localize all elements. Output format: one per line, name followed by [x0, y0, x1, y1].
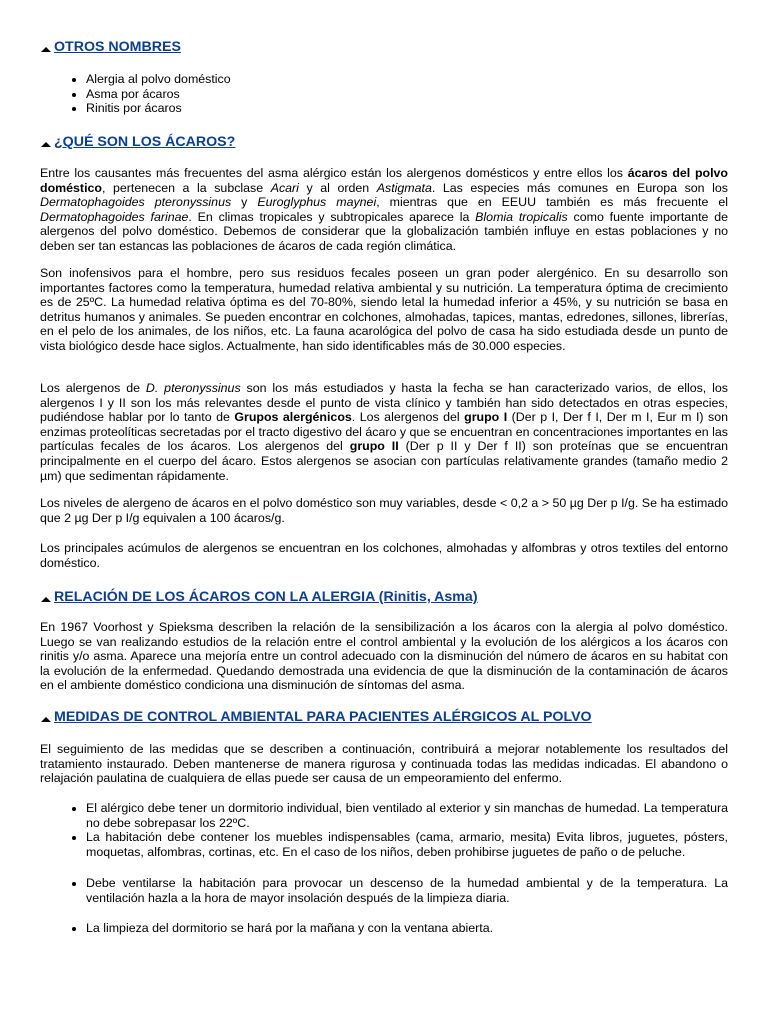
- paragraph-que-son-4: Los niveles de alergeno de ácaros en el polvo doméstico son muy variables, desde < 0,2 a > 50 µg Der p I/g. Se ha estimado que 2 µg Der p I/g equivalen a 100 ácaros/g.: [40, 496, 728, 525]
- collapse-arrow-icon[interactable]: [40, 140, 52, 148]
- heading-otros-nombres: [40, 38, 728, 56]
- collapse-arrow-icon[interactable]: [40, 45, 52, 53]
- que-son-link[interactable]: ¿QUÉ SON LOS ÁCAROS?: [54, 134, 236, 150]
- heading-relacion: [40, 588, 728, 606]
- medidas-list-2: [40, 876, 728, 905]
- paragraph-que-son-2: Son inofensivos para el hombre, pero sus residuos fecales poseen un gran poder alergénico. En su desarrollo son importantes factores como la temperatura, humedad relativa ambiental y su nutrición. La temperatura óptima de crecimiento es de 25ºC. La humedad relativa óptima es del 70-80%, siendo letal la humedad inferior a 45%, y su nutrición se basa en detritus humanos y animales. Se pueden encontrar en colchones, almohadas, tapices, mantas, edredones, sillones, librerías, en el pelo de los animales, de los niños, etc. La fauna acarológica del polvo de casa ha sido estudiada desde un punto de vista biológico desde hace siglos. Actualmente, han sido identificables más de 30.000 especies.: [40, 266, 728, 353]
- list-item: • Asma por ácaros: [86, 87, 728, 102]
- heading-que-son: [40, 133, 728, 151]
- paragraph-medidas-1: El seguimiento de las medidas que se describen a continuación, contribuirá a mejorar notablemente los resultados del tratamiento instaurado. Deben mantenerse de manera rigurosa y continuada todas las medidas indicadas. El abandono o relajación paulatina de cualquiera de ellas puede ser causa de un empeoramiento del enfermo.: [40, 742, 728, 786]
- medidas-list-3: [40, 921, 728, 936]
- list-item: • Alergia al polvo doméstico: [86, 72, 728, 87]
- otros-nombres-link[interactable]: OTROS NOMBRES: [54, 39, 181, 55]
- collapse-arrow-icon[interactable]: [40, 595, 52, 603]
- paragraph-que-son-3: Los alergenos de D. pteronyssinus son los más estudiados y hasta la fecha se han caracterizado varios, de ellos, los alergenos I y II son los más relevantes desde el punto de vista clínico y también han sido detectados en otras especies, pudiéndose hablar por lo tanto de Grupos alergénicos. Los alergenos del grupo I (Der p I, Der f I, Der m I, Eur m I) son enzimas proteolíticas secretadas por el tracto digestivo del ácaro y que se encuentran en concentraciones importantes en las partículas fecales de los ácaros. Los alergenos del grupo II (Der p II y Der f II) son proteínas que se encuentran principalmente en el cuerpo del ácaro. Estos alergenos se asocian con partículas relativamente grandes (tamaño medio 2 µm) que sedimentan rápidamente.: [40, 381, 728, 483]
- list-item: • La limpieza del dormitorio se hará por la mañana y con la ventana abierta.: [86, 921, 728, 936]
- paragraph-que-son-5: Los principales acúmulos de alergenos se encuentran en los colchones, almohadas y alfombras y otros textiles del entorno doméstico.: [40, 541, 728, 570]
- medidas-list: [40, 801, 728, 859]
- collapse-arrow-icon[interactable]: [40, 715, 52, 723]
- paragraph-que-son-1: Entre los causantes más frecuentes del asma alérgico están los alergenos domésticos y entre ellos los ácaros del polvo doméstico, pertenecen a la subclase Acari y al orden Astigmata. Las especies más comunes en Europa son los Dermatophagoides pteronyssinus y Euroglyphus maynei, mientras que en EEUU también es más frecuente el Dermatophagoides farinae. En climas tropicales y subtropicales aparece la Blomia tropicalis como fuente importante de alergenos del polvo doméstico. Debemos de considerar que la globalización también influye en estas poblaciones y no deben ser tan estancas las poblaciones de ácaros de cada región climática.: [40, 166, 729, 253]
- otros-nombres-list: [40, 72, 728, 116]
- paragraph-relacion-1: En 1967 Voorhost y Spieksma describen la relación de la sensibilización a los ácaros con la alergia al polvo doméstico. Luego se van realizando estudios de la relación entre el control ambiental y la evolución de los alérgicos a los ácaros con rinitis y/o asma. Aparece una mejoría entre un control adecuado con la disminución del número de ácaros en su habitat con la evolución de la enfermedad. Quedando demostrada una evidencia de que la disminución de la contaminación de ácaros en el ambiente doméstico condiciona una disminución de síntomas del asma.: [40, 620, 728, 693]
- list-item: • Debe ventilarse la habitación para provocar un descenso de la humedad ambiental y de la temperatura. La ventilación hazla a la hora de mayor insolación después de la limpieza diaria.: [86, 876, 728, 905]
- heading-medidas: [40, 708, 728, 726]
- relacion-link[interactable]: RELACIÓN DE LOS ÁCAROS CON LA ALERGIA (Rinitis, Asma): [54, 589, 478, 605]
- list-item: • El alérgico debe tener un dormitorio individual, bien ventilado al exterior y sin manchas de humedad. La temperatura no debe sobrepasar los 22ºC.: [86, 801, 728, 830]
- list-item: • La habitación debe contener los muebles indispensables (cama, armario, mesita) Evita libros, juguetes, pósters, moquetas, alfombras, cortinas, etc. En el caso de los niños, deben prohibirse juguetes de paño o de peluche.: [86, 830, 728, 859]
- list-item: • Rinitis por ácaros: [86, 101, 728, 116]
- medidas-link[interactable]: MEDIDAS DE CONTROL AMBIENTAL PARA PACIENTES ALÉRGICOS AL POLVO: [54, 709, 592, 725]
